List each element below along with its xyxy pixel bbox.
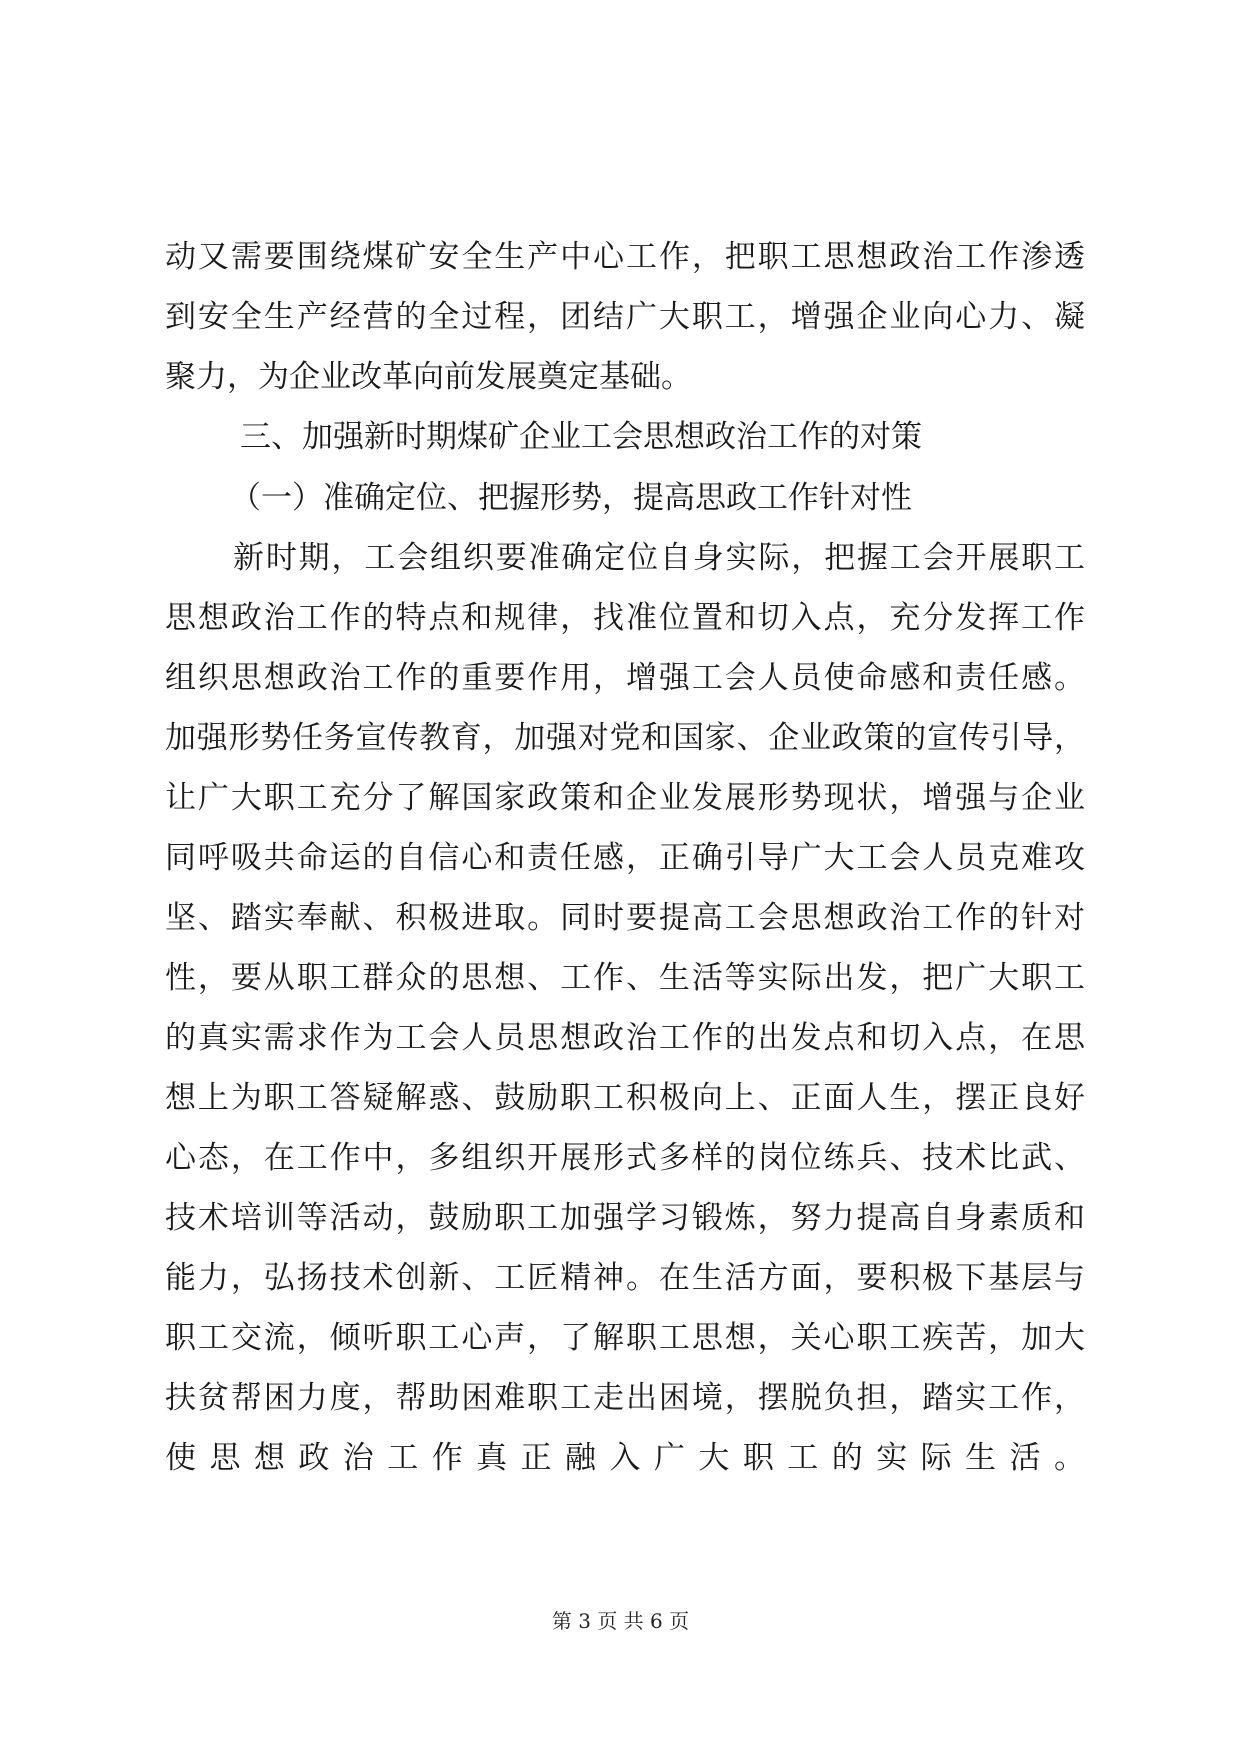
body-text-line: 让广大职工充分了解国家政策和企业发展形势现状，增强与企业 (165, 780, 1085, 816)
subsection-heading: （一）准确定位、把握形势，提高思政工作针对性 (230, 480, 912, 516)
body-text-line: 坚、踏实奉献、积极进取。同时要提高工会思想政治工作的针对 (165, 900, 1085, 936)
body-text-line: 加强形势任务宣传教育，加强对党和国家、企业政策的宣传引导， (165, 720, 1085, 756)
body-text-line: 新时期，工会组织要准确定位自身实际，把握工会开展职工 (233, 540, 1085, 576)
body-text-line: 组织思想政治工作的重要作用，增强工会人员使命感和责任感。 (165, 660, 1085, 696)
body-text-line: 同呼吸共命运的自信心和责任感，正确引导广大工会人员克难攻 (165, 840, 1085, 876)
body-text-line: 技术培训等活动，鼓励职工加强学习锻炼，努力提高自身素质和 (165, 1200, 1085, 1236)
body-text-line: 到安全生产经营的全过程，团结广大职工，增强企业向心力、凝 (165, 299, 1085, 335)
body-text-line: 想上为职工答疑解惑、鼓励职工积极向上、正面人生，摆正良好 (165, 1080, 1085, 1116)
body-text-line: 使思想政治工作真正融入广大职工的实际生活。 (165, 1440, 1085, 1476)
body-text-line: 性，要从职工群众的思想、工作、生活等实际出发，把广大职工 (165, 960, 1085, 996)
page-number-footer: 第 3 页 共 6 页 (551, 1609, 690, 1633)
body-text-line: 的真实需求作为工会人员思想政治工作的出发点和切入点，在思 (165, 1020, 1085, 1056)
body-text-line: 职工交流，倾听职工心声，了解职工思想，关心职工疾苦，加大 (165, 1320, 1085, 1356)
body-text-line: 能力，弘扬技术创新、工匠精神。在生活方面，要积极下基层与 (165, 1260, 1085, 1296)
body-text-line: 思想政治工作的特点和规律，找准位置和切入点，充分发挥工作 (165, 600, 1085, 636)
section-heading: 三、加强新时期煤矿企业工会思想政治工作的对策 (240, 419, 922, 455)
body-text-line: 心态，在工作中，多组织开展形式多样的岗位练兵、技术比武、 (165, 1140, 1085, 1176)
body-text-line: 扶贫帮困力度，帮助困难职工走出困境，摆脱负担，踏实工作， (165, 1380, 1085, 1416)
body-text-line: 聚力，为企业改革向前发展奠定基础。 (165, 359, 692, 395)
body-text-line: 动又需要围绕煤矿安全生产中心工作，把职工思想政治工作渗透 (165, 239, 1085, 275)
body-text-line (165, 1498, 1085, 1538)
